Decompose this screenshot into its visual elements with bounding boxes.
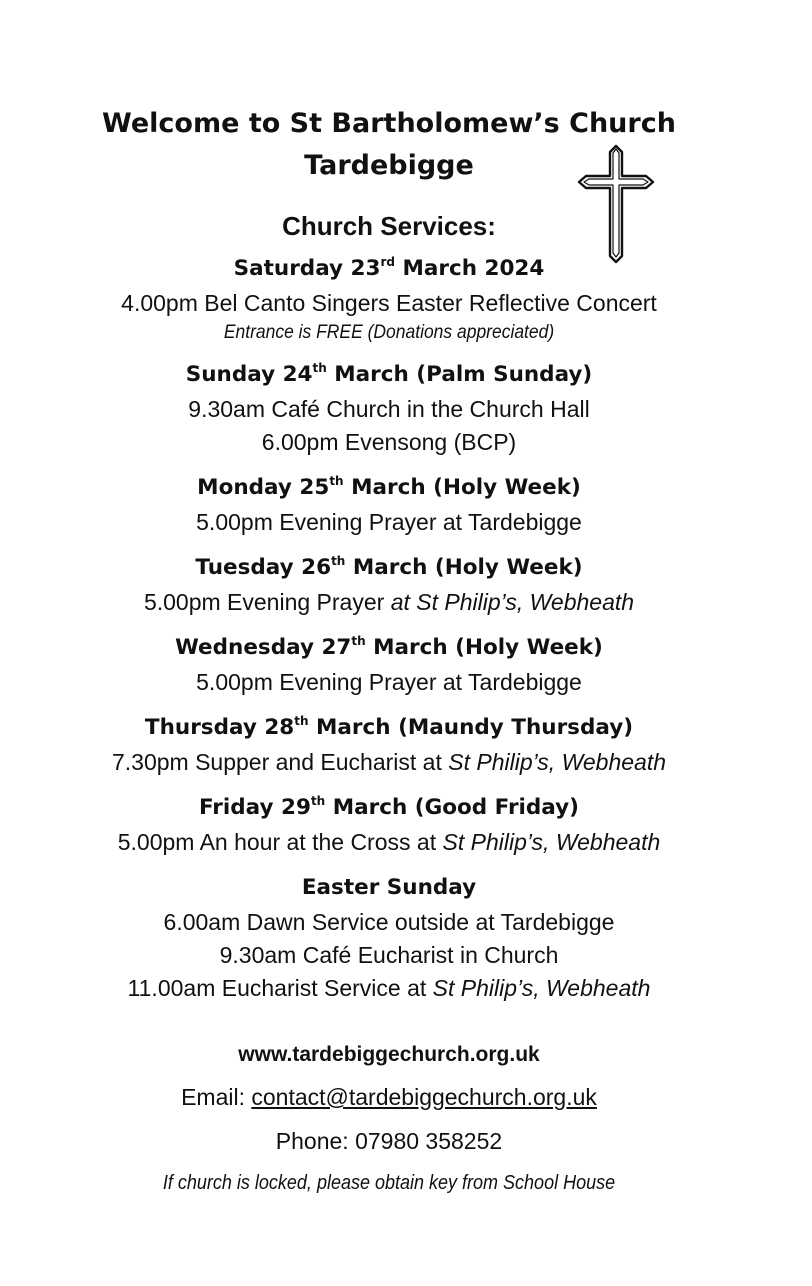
service-line: [0, 426, 778, 459]
service-day: [0, 470, 778, 539]
service-line: [0, 939, 778, 972]
services-heading: Church Services:: [282, 211, 496, 241]
service-line: [0, 666, 778, 699]
service-list: [0, 251, 778, 1016]
service-text: 5.00pm Evening Prayer: [143, 589, 391, 615]
title-line-2: Tardebigge: [304, 150, 474, 181]
service-line: [0, 972, 778, 1005]
service-text: 9.30am Café Eucharist in Church: [219, 942, 559, 968]
service-text: 5.00pm An hour at the Cross at: [117, 829, 443, 855]
day-heading: [0, 550, 778, 586]
day-ordinal-suffix: th: [351, 634, 366, 648]
day-heading-rest: March 2024: [394, 256, 545, 281]
day-ordinal-suffix: th: [312, 361, 327, 375]
day-ordinal-suffix: th: [329, 474, 344, 488]
service-text: 4.00pm Bel Canto Singers Easter Reflective Concert: [121, 290, 657, 316]
service-text: 5.00pm Evening Prayer at Tardebigge: [196, 669, 582, 695]
service-note: Entrance is FREE (Donations appreciated): [223, 322, 555, 343]
website-link[interactable]: www.tardebiggechurch.org.uk: [238, 1043, 540, 1066]
service-text: 6.00am Dawn Service outside at Tardebigge: [163, 909, 615, 935]
email-line: [0, 1075, 778, 1119]
day-ordinal-suffix: th: [331, 554, 346, 568]
service-line: [0, 586, 778, 619]
service-line: [0, 746, 778, 779]
day-heading: [0, 630, 778, 666]
day-label: Sunday 24: [185, 362, 313, 387]
cross-icon: [575, 143, 657, 265]
phone-line: Phone: 07980 358252: [275, 1128, 503, 1154]
page-title: [0, 103, 778, 187]
day-label: Saturday 23: [233, 256, 381, 281]
day-heading: [0, 710, 778, 746]
day-heading-rest: March (Holy Week): [345, 555, 583, 580]
service-line: [0, 287, 778, 320]
footer: [0, 1035, 778, 1203]
service-location: St Philip’s, Webheath: [442, 829, 661, 855]
day-label: Thursday 28: [144, 715, 295, 740]
day-heading: [0, 357, 778, 393]
service-text: 6.00pm Evensong (BCP): [261, 429, 517, 455]
day-ordinal-suffix: th: [294, 714, 309, 728]
service-text: 5.00pm Evening Prayer at Tardebigge: [196, 509, 582, 535]
day-ordinal-suffix: th: [310, 794, 326, 808]
service-day: [0, 790, 778, 859]
day-label: Tuesday 26: [195, 555, 332, 580]
day-heading-rest: March (Palm Sunday): [326, 362, 593, 387]
service-line: [0, 906, 778, 939]
title-line-1: Welcome to St Bartholomew’s Church: [102, 108, 676, 139]
day-heading: [0, 790, 778, 826]
day-heading: [0, 251, 778, 287]
service-location: St Philip’s, Webheath: [448, 749, 667, 775]
service-day: [0, 550, 778, 619]
email-label: Email:: [181, 1084, 252, 1110]
email-link[interactable]: contact@tardebiggechurch.org.uk: [251, 1084, 597, 1110]
day-heading-rest: March (Good Friday): [325, 795, 579, 820]
service-text: 9.30am Café Church in the Church Hall: [188, 396, 590, 422]
day-heading-rest: March (Holy Week): [365, 635, 603, 660]
service-location: St Philip’s, Webheath: [432, 975, 651, 1001]
day-heading-rest: March (Maundy Thursday): [308, 715, 634, 740]
locked-note: If church is locked, please obtain key from School House: [162, 1172, 616, 1194]
service-day: [0, 251, 778, 346]
service-day: [0, 630, 778, 699]
day-heading: [0, 470, 778, 506]
service-day: [0, 357, 778, 459]
day-label: Monday 25: [197, 475, 330, 500]
day-heading: [0, 870, 778, 906]
service-line: [0, 393, 778, 426]
service-day: [0, 870, 778, 1005]
service-line: [0, 506, 778, 539]
service-line: [0, 826, 778, 859]
day-label: Friday 29: [198, 795, 311, 820]
day-label: Easter Sunday: [301, 875, 477, 900]
service-text: 7.30pm Supper and Eucharist at: [111, 749, 449, 775]
day-label: Wednesday 27: [175, 635, 352, 660]
service-day: [0, 710, 778, 779]
day-heading-rest: March (Holy Week): [343, 475, 581, 500]
day-ordinal-suffix: rd: [380, 255, 395, 269]
service-text: 11.00am Eucharist Service at: [127, 975, 433, 1001]
service-location: at St Philip’s, Webheath: [390, 589, 635, 615]
